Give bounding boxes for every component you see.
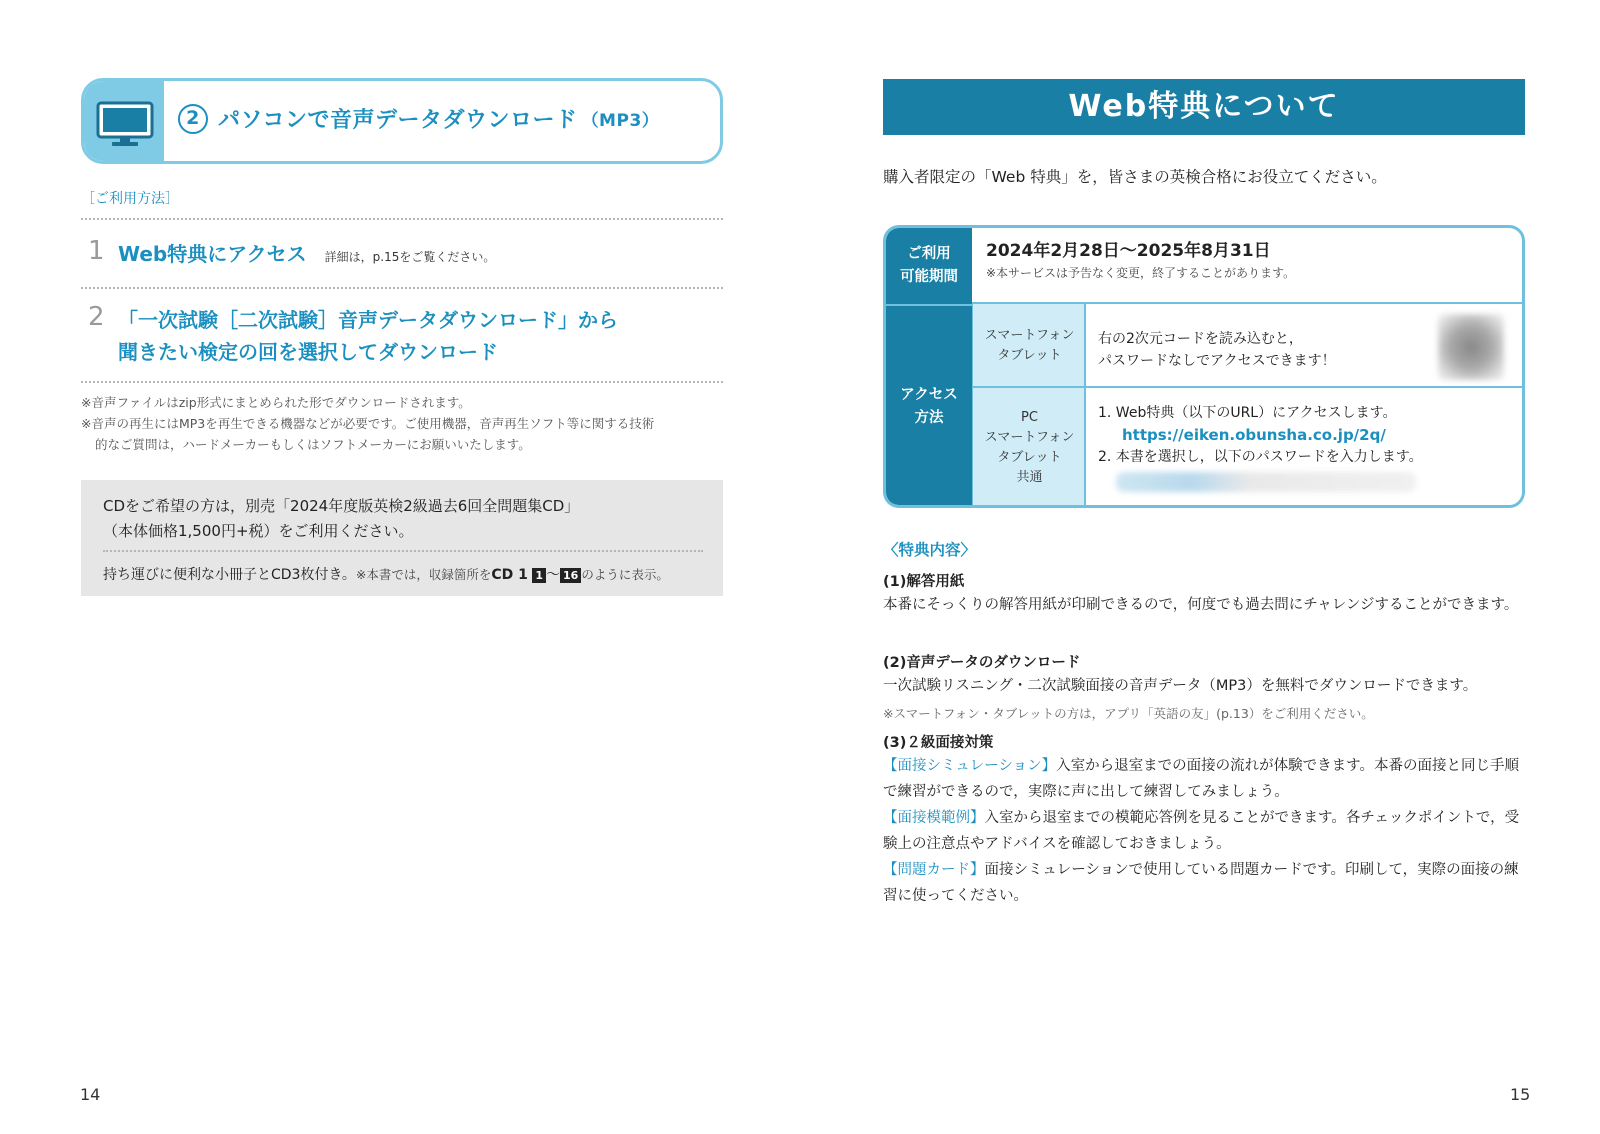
period-cell bbox=[986, 240, 1295, 284]
cd-info-line-1: CDをご希望の方は，別売「2024年度版英検2級過去6回全問題集CD」 bbox=[103, 497, 580, 515]
benefit-3-tag-2: 【面接模範例】 bbox=[883, 810, 985, 826]
benefit-3-item-3 bbox=[883, 857, 1533, 909]
page-number-left: 14 bbox=[80, 1085, 101, 1104]
benefit-3-text-2: 入室から退室までの模範応答例を見ることができます。各チェックポイントで，受験上の注意点やアドバイスを確認しておきましょう。 bbox=[883, 810, 1520, 852]
qr-code[interactable] bbox=[1438, 314, 1504, 380]
benefit-3-tag-3: 【問題カード】 bbox=[883, 862, 985, 878]
benefit-2-text: 一次試験リスニング・二次試験面接の音声データ（MP3）を無料でダウンロードできます。 bbox=[883, 678, 1478, 694]
dotted-divider bbox=[81, 381, 723, 383]
pc-label bbox=[972, 388, 1086, 508]
section-title-suffix: （MP3） bbox=[581, 111, 660, 131]
cd-info-main bbox=[103, 494, 579, 544]
pc-step-2: 2. 本書を選択し，以下のパスワードを入力します。 bbox=[1098, 449, 1423, 465]
period-header bbox=[886, 228, 972, 304]
intro-text: 購入者限定の「Web 特典」を，皆さまの英検合格にお役立てください。 bbox=[883, 168, 1387, 186]
smartphone-label-line-1: スマートフォン bbox=[984, 328, 1075, 343]
benefit-2-heading: (2)音声データのダウンロード bbox=[883, 655, 1081, 671]
dotted-divider bbox=[81, 218, 723, 220]
section-number: 2 bbox=[178, 104, 208, 134]
cd-info-line-2: （本体価格1,500円+税）をご利用ください。 bbox=[103, 522, 414, 540]
benefit-2-note: ※スマートフォン・タブレットの方は，アプリ「英語の友」(p.13）をご利用ください。 bbox=[883, 706, 1374, 721]
benefit-3-text-1: 入室から退室までの面接の流れが体験できます。本番の面接と同じ手順で練習ができるので，実際に声に出して練習してみましょう。 bbox=[883, 758, 1519, 800]
pc-label-line-2: スマートフォン bbox=[984, 430, 1075, 445]
benefit-3-heading: (3)２級面接対策 bbox=[883, 735, 994, 751]
access-url-link[interactable]: https://eiken.obunsha.co.jp/2q/ bbox=[1122, 426, 1386, 444]
period-value: 2024年2月28日〜2025年8月31日 bbox=[986, 241, 1271, 261]
benefit-3-tag-1: 【面接シミュレーション】 bbox=[883, 758, 1057, 774]
smartphone-label-line-2: タブレット bbox=[997, 348, 1062, 363]
cd-label: CD 1 bbox=[491, 567, 528, 583]
step-2-line-1: 「一次試験［二次試験］音声データダウンロード」から bbox=[118, 308, 618, 332]
cd-info-box bbox=[81, 480, 723, 596]
note-line: ※音声ファイルはzip形式にまとめられた形でダウンロードされます。 bbox=[81, 395, 471, 410]
monitor-icon bbox=[96, 101, 154, 147]
section-icon-box bbox=[84, 81, 164, 161]
step-1-note: 詳細は，p.15をご覧ください。 bbox=[324, 250, 496, 264]
cd-sub-main: 持ち運びに便利な小冊子とCD3枚付き。 bbox=[103, 567, 356, 583]
section-title-text: パソコンで音声データダウンロード bbox=[218, 108, 578, 133]
smartphone-cell bbox=[1098, 328, 1336, 372]
pc-step-1: 1. Web特典（以下のURL）にアクセスします。 bbox=[1098, 405, 1397, 421]
pc-cell bbox=[1098, 402, 1423, 468]
smartphone-text-line-2: パスワードなしでアクセスできます！ bbox=[1098, 353, 1336, 369]
access-header-line-1: アクセス bbox=[900, 387, 958, 403]
page-number-right: 15 bbox=[1510, 1085, 1531, 1104]
pc-label-line-3: タブレット bbox=[997, 450, 1062, 465]
note-line: ※音声の再生にはMP3を再生できる機器などが必要です。ご使用機器，音声再生ソフト等に関する技術 bbox=[81, 416, 655, 431]
table-rule bbox=[1084, 304, 1086, 508]
step-1-label: Web特典にアクセス bbox=[118, 242, 307, 266]
period-note: ※本サービスは予告なく変更，終了することがあります。 bbox=[986, 266, 1296, 280]
section-title bbox=[178, 103, 659, 134]
step-number: 2 bbox=[88, 302, 105, 332]
notes bbox=[81, 392, 731, 455]
access-info-table bbox=[883, 225, 1525, 508]
period-header-line-1: ご利用 bbox=[907, 246, 951, 262]
password-field bbox=[1116, 472, 1416, 492]
benefit-1-heading: (1)解答用紙 bbox=[883, 574, 965, 590]
cd-info-sub bbox=[103, 564, 669, 584]
track-chip-start: 1 bbox=[532, 568, 546, 583]
smartphone-text-line-1: 右の2次元コードを読み込むと， bbox=[1098, 331, 1303, 347]
step-number: 1 bbox=[88, 236, 105, 266]
usage-label: ［ご利用方法］ bbox=[81, 191, 179, 207]
benefit-3-item-2 bbox=[883, 805, 1533, 857]
step-text bbox=[118, 238, 495, 273]
benefit-3-item-1 bbox=[883, 753, 1533, 805]
dotted-divider bbox=[81, 287, 723, 289]
cd-sub-note-pre: ※本書では，収録箇所を bbox=[355, 567, 492, 582]
period-header-line-2: 可能期間 bbox=[900, 269, 958, 285]
cd-sub-note-post: のように表示。 bbox=[581, 567, 669, 582]
dotted-divider bbox=[103, 550, 703, 552]
section-header bbox=[81, 78, 723, 164]
access-header bbox=[886, 304, 972, 508]
right-page bbox=[800, 0, 1600, 1134]
pc-label-line-1: PC bbox=[1021, 410, 1038, 425]
access-header-line-2: 方法 bbox=[914, 410, 944, 426]
pc-label-line-4: 共通 bbox=[1016, 470, 1043, 485]
page-banner: Web特典について bbox=[883, 79, 1525, 135]
track-chip-end: 16 bbox=[560, 568, 581, 583]
benefit-3-text-3: 面接シミュレーションで使用している問題カードです。印刷して，実際の面接の練習に使ってください。 bbox=[883, 862, 1519, 904]
step-2-line-2: 聞きたい検定の回を選択してダウンロード bbox=[118, 340, 498, 364]
note-line: 的なご質問は，ハードメーカーもしくはソフトメーカーにお願いいたします。 bbox=[95, 437, 531, 452]
benefits-title: 〈特典内容〉 bbox=[883, 541, 977, 559]
benefit-1-text: 本番にそっくりの解答用紙が印刷できるので，何度でも過去問にチャレンジすることができます。 bbox=[883, 597, 1519, 613]
tilde: 〜 bbox=[546, 567, 561, 583]
smartphone-label bbox=[972, 304, 1086, 388]
